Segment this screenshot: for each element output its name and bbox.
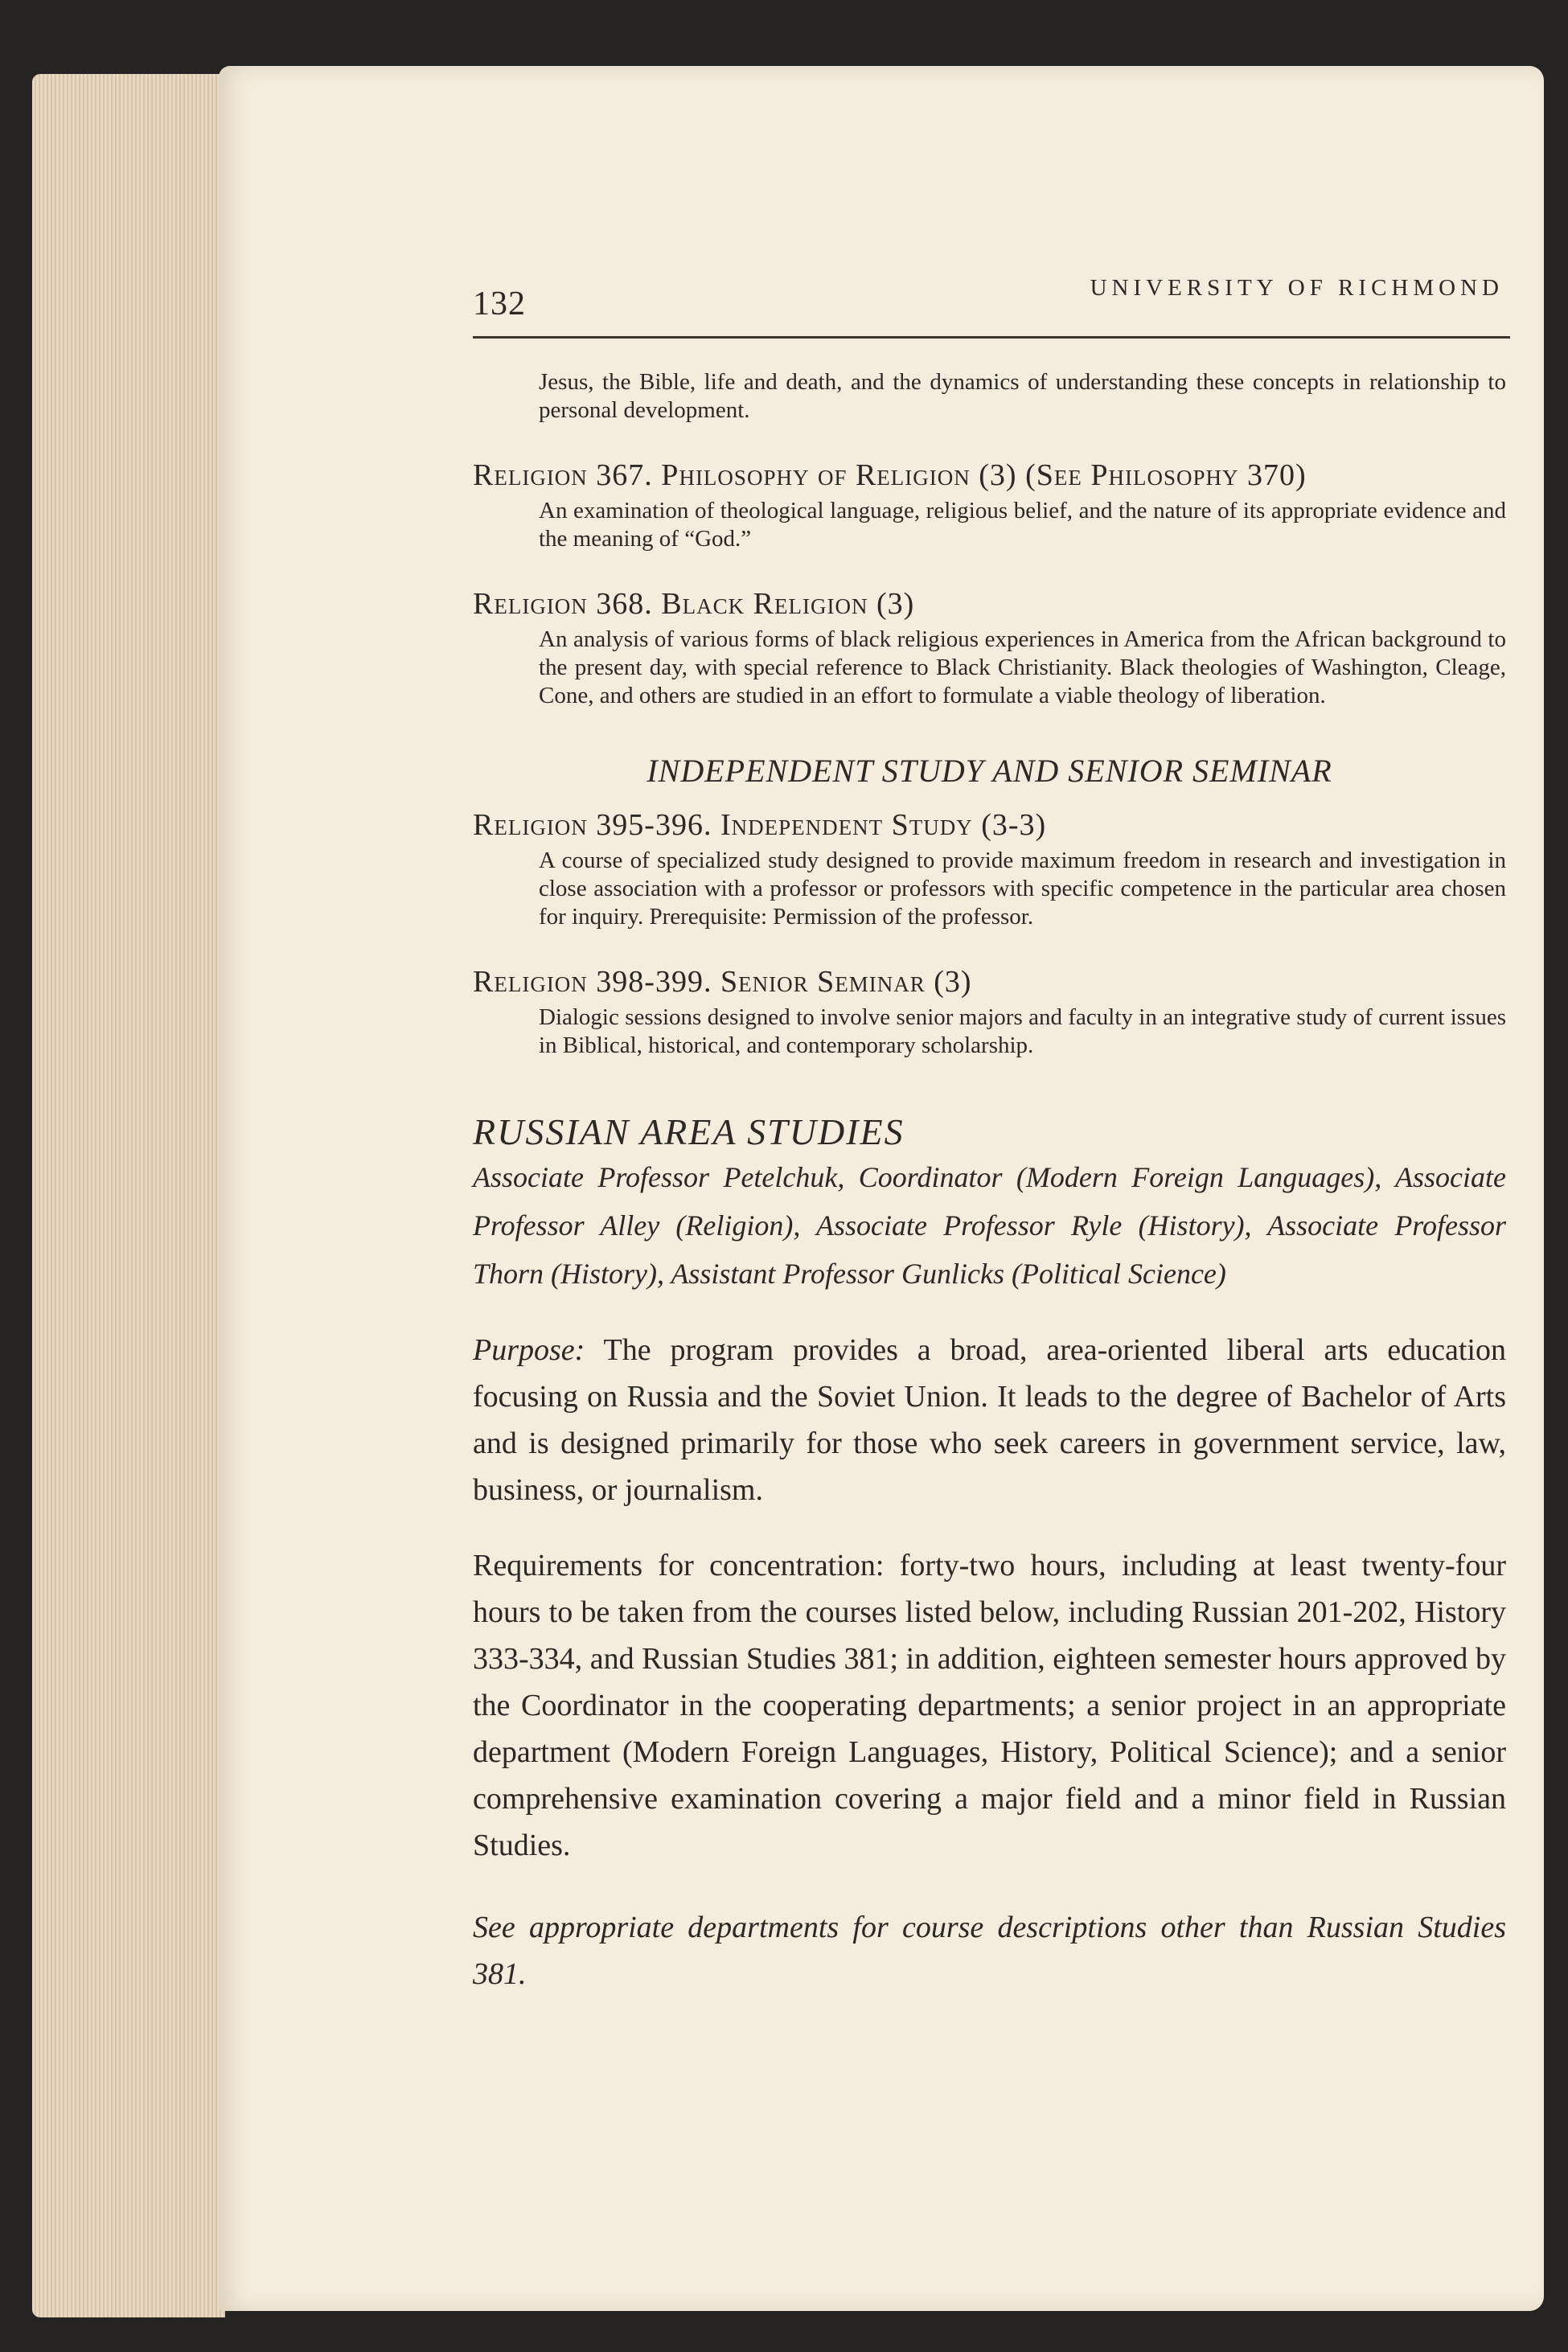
course-description: An analysis of various forms of black religious experiences in America from the African background to the present day, with special reference to Black Christianity. Black theologies of Washington, Cleage, Cone, and others are studied in an effort to formulate a viable theology of liberation.: [539, 626, 1506, 708]
page-body: [473, 368, 1506, 1997]
purpose-text: The program provides a broad, area-oriented liberal arts education focusing on Russia and the Soviet Union. It leads to the degree of Bachelor of Arts and is designed primarily for those who seek careers in government service, law, business, or journalism.: [473, 1333, 1506, 1507]
page-number: 132: [473, 285, 526, 322]
course-description: An examination of theological language, religious belief, and the nature of its appropriate evidence and the meaning of “God.”: [539, 498, 1506, 552]
course-entry: [473, 457, 1506, 553]
requirements-paragraph: Requirements for concentration: forty-two hours, including at least twenty-four hours to be taken from the courses listed below, including Russian 201-202, History 333-334, and Russian Studies 381; in addition, eighteen semester hours approved by the Coordinator in the cooperating departments; a senior project in an appropriate department (Modern Foreign Languages, History, Political Science); and a senior comprehensive examination covering a major field and a minor field in Russian Studies.: [473, 1549, 1506, 1862]
course-title: Religion 398-399. Senior Seminar (3): [473, 965, 972, 999]
faculty-list: Associate Professor Petelchuk, Coordinator (Modern Foreign Languages), Associate Professor Alley (Religion), Associate Professor Ryle (History), Associate Professor Thorn (History), Assistant Professor Gunlicks (Political Science): [473, 1161, 1506, 1290]
course-entry: [473, 585, 1506, 710]
page-header: [473, 270, 1510, 339]
purpose-label: Purpose:: [473, 1333, 585, 1367]
course-entry: [473, 963, 1506, 1060]
course-title: Religion 367. Philosophy of Religion (3) (See Philosophy 370): [473, 458, 1307, 492]
course-entry: [473, 807, 1506, 931]
purpose-paragraph: [473, 1327, 1506, 1513]
course-description: Dialogic sessions designed to involve senior majors and faculty in an integrative study of current issues in Biblical, historical, and contemporary scholarship.: [539, 1004, 1506, 1058]
page-edges: [32, 74, 225, 2317]
continuation-paragraph: Jesus, the Bible, life and death, and the dynamics of understanding these concepts in relationship to personal development.: [539, 369, 1506, 423]
section-heading: INDEPENDENT STUDY AND SENIOR SEMINAR: [646, 753, 1332, 789]
running-head: UNIVERSITY OF RICHMOND: [1090, 275, 1504, 301]
course-description: A course of specialized study designed to provide maximum freedom in research and investigation in close association with a professor or professors with specific competence in the particular area chosen for inquiry. Prerequisite: Permission of the professor.: [539, 848, 1506, 930]
see-also-note: See appropriate departments for course descriptions other than Russian Studies 381.: [473, 1911, 1506, 1991]
course-title: Religion 395-396. Independent Study (3-3): [473, 808, 1047, 842]
course-title: Religion 368. Black Religion (3): [473, 587, 915, 621]
area-title: RUSSIAN AREA STUDIES: [473, 1111, 905, 1152]
